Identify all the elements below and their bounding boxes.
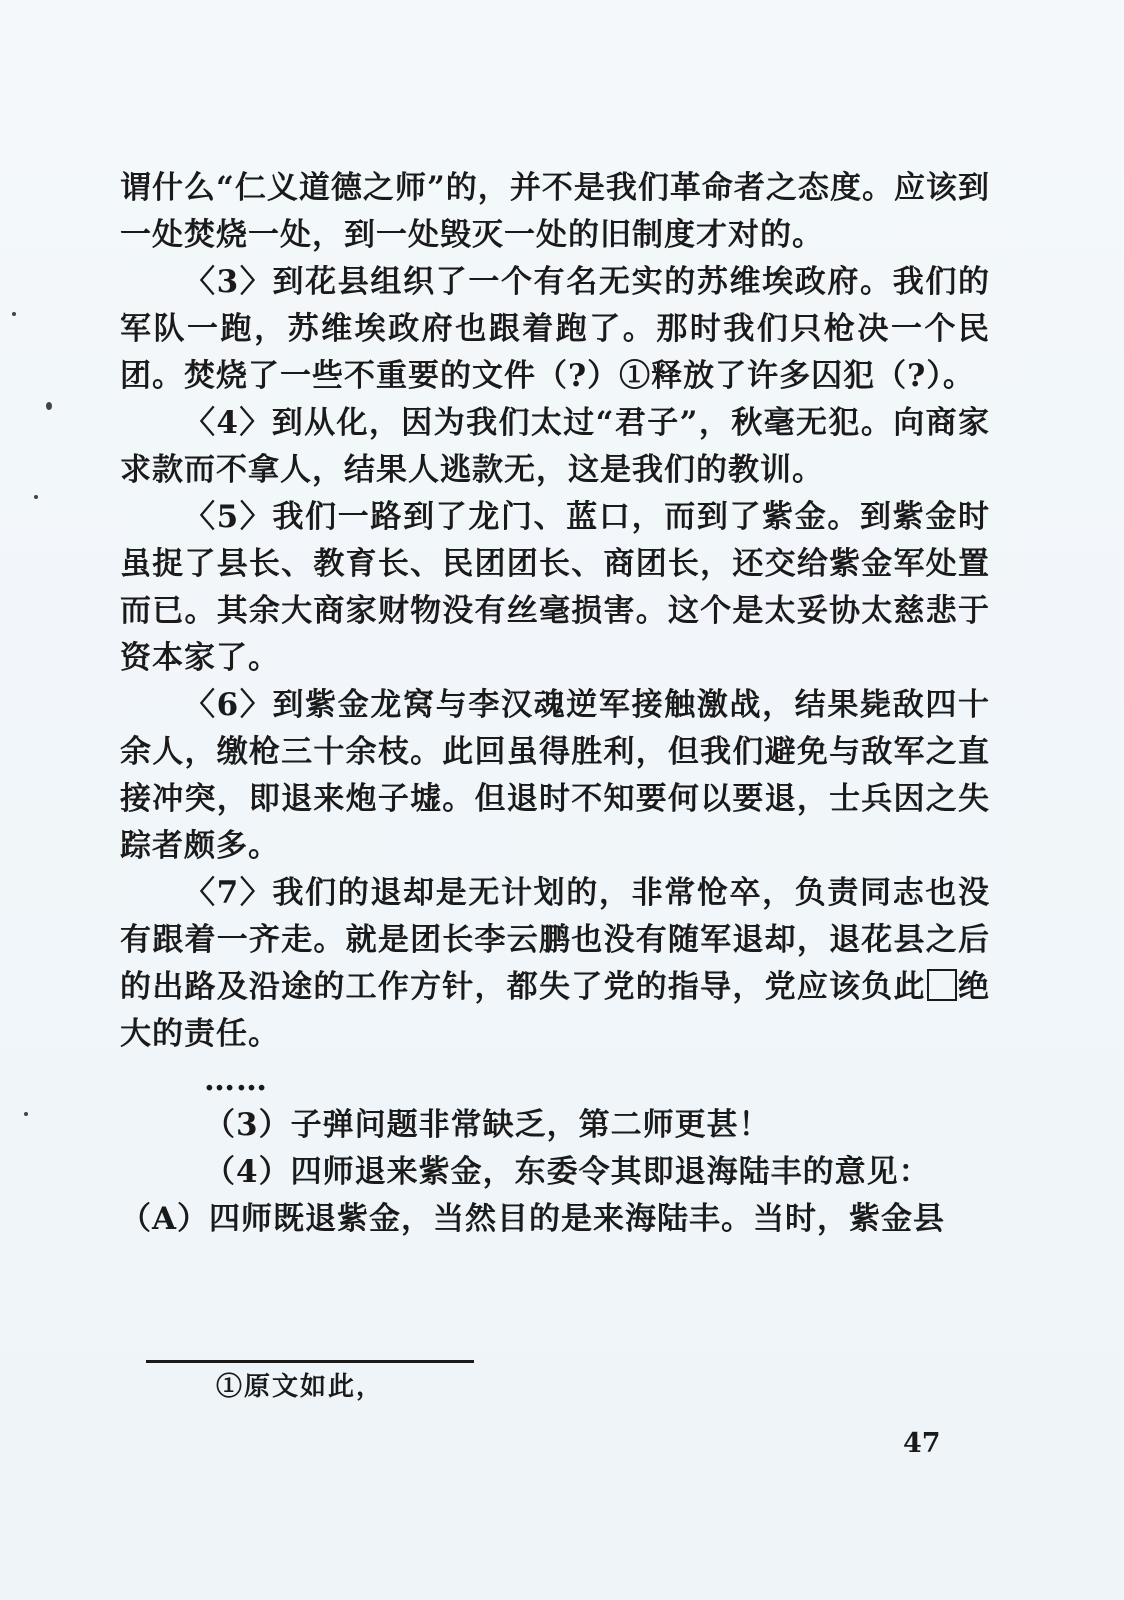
paragraph-7-text: 〈7〉我们的退却是无计划的，非常怆卒，负责同志也没有跟着一齐走。就是团长李云鹏也没有随军退却，退花县之后的出路及沿途的工作方针，都失了党的指导，党应该负此	[120, 875, 990, 1005]
scan-speck	[34, 495, 38, 499]
paragraph-1: 谓什么“仁义道德之师”的，并不是我们革命者之态度。应该到一处焚烧一处，到一处毁灭一处的旧制度才对的。	[120, 170, 990, 253]
page-number: 47	[903, 1428, 941, 1459]
scan-speck	[46, 402, 52, 410]
item-a: （A）四师既退紫金，当然目的是来海陆丰。当时，紫金县	[120, 1201, 946, 1237]
scan-speck	[12, 312, 16, 316]
ellipsis: ……	[204, 1062, 268, 1098]
illegible-character-box	[927, 969, 957, 1001]
paragraph-3: 〈3〉到花县组织了一个有名无实的苏维埃政府。我们的军队一跑，苏维埃政府也跟着跑了。那时我们只枪决一个民团。焚烧了一些不重要的文件（?）①释放了许多囚犯（?）。	[120, 264, 990, 394]
paragraph-7-end: 绝大的责任。	[120, 969, 991, 1052]
footnote-rule	[146, 1360, 474, 1363]
paragraph-6: 〈6〉到紫金龙窝与李汉魂逆军接触激战，结果毙敌四十余人，缴枪三十余枝。此回虽得胜利，但我们避免与敌军之直接冲突，即退来炮子墟。但退时不知要何以要退，士兵因之失踪者颇多。	[120, 687, 990, 864]
paragraph-5: 〈5〉我们一路到了龙门、蓝口，而到了紫金。到紫金时虽捉了县长、教育长、民团团长、商团长，还交给紫金军处置而已。其余大商家财物没有丝毫损害。这个是太妥协太慈悲于资本家了。	[120, 499, 990, 676]
body-text	[120, 165, 990, 1243]
paragraph-4: 〈4〉到从化，因为我们太过“君子”，秋毫无犯。向商家求款而不拿人，结果人逃款无，这是我们的教训。	[120, 405, 990, 488]
scan-speck	[24, 1112, 28, 1116]
footnote: ①原文如此，	[216, 1372, 385, 1402]
paragraph-7	[120, 870, 990, 1058]
item-4: （4）四师退来紫金，东委令其即退海陆丰的意见：	[204, 1154, 931, 1190]
item-3: （3）子弹问题非常缺乏，第二师更甚！	[204, 1107, 771, 1143]
